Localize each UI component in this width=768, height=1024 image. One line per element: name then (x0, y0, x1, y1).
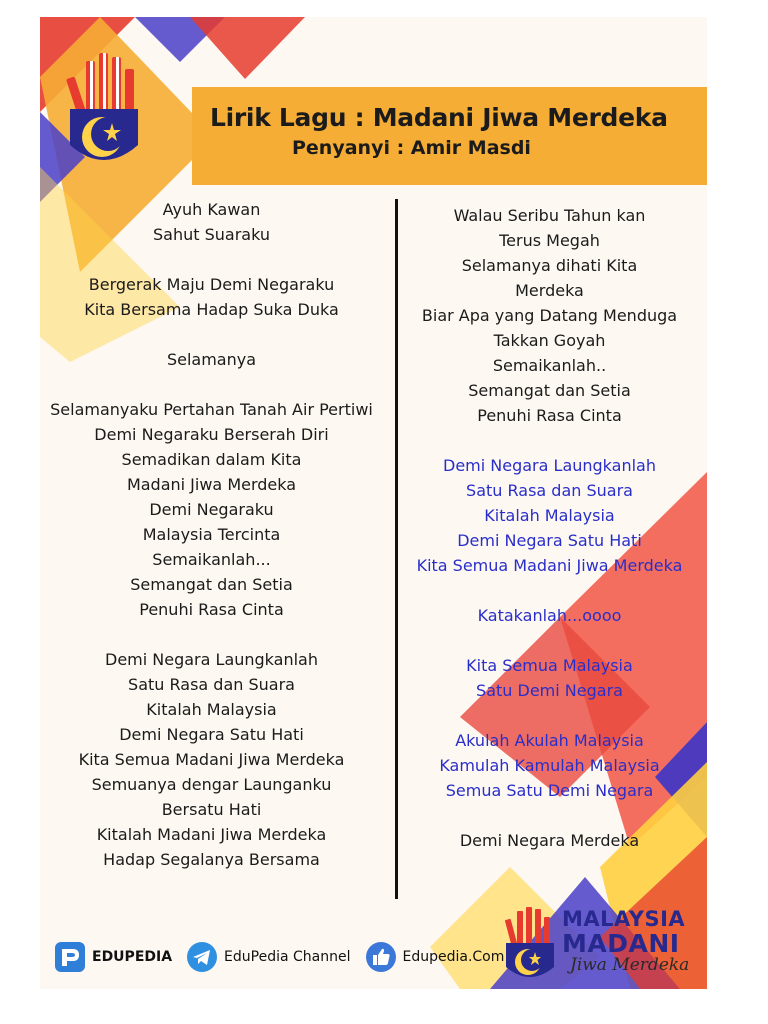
lyric-line: Kitalah Madani Jiwa Merdeka (96, 825, 327, 844)
lyric-line: Kamulah Kamulah Malaysia (439, 756, 660, 775)
madani-small-emblem-icon (502, 905, 558, 985)
lyric-line: Bergerak Maju Demi Negaraku (88, 275, 335, 294)
lyric-line: Kitalah Malaysia (484, 506, 615, 525)
lyric-line: Katakanlah...oooo (477, 606, 622, 625)
telegram-label: EduPedia Channel (224, 949, 351, 965)
lyric-line: Hadap Segalanya Bersama (103, 850, 320, 869)
stanza-gap (40, 322, 383, 347)
logo-text-malaysia: MALAYSIA (562, 907, 686, 931)
logo-text-madani: MADANI (562, 929, 680, 958)
madani-hand-emblem-icon (66, 47, 142, 175)
lyrics-column-left (40, 197, 383, 872)
lyric-line: Demi Negara Satu Hati (457, 531, 642, 550)
lyric-line: Malaysia Tercinta (142, 525, 281, 544)
lyric-line: Kita Semua Madani Jiwa Merdeka (78, 750, 345, 769)
lyric-line: Selamanyaku Pertahan Tanah Air Pertiwi (50, 400, 373, 419)
lyric-line: Semaikanlah.. (492, 356, 607, 375)
lyric-line: Kita Semua Malaysia (466, 656, 633, 675)
lyric-line: Terus Megah (499, 231, 600, 250)
lyrics-poster (40, 17, 707, 989)
lyric-line: Penuhi Rasa Cinta (477, 406, 622, 425)
stanza-gap (40, 622, 383, 647)
lyric-line: Semaikanlah... (152, 550, 271, 569)
lyrics-column-right (392, 203, 707, 853)
lyric-line: Demi Negara Laungkanlah (443, 456, 656, 475)
lyric-line: Ayuh Kawan (162, 200, 261, 219)
telegram-channel-link[interactable] (186, 941, 350, 973)
stanza-gap (40, 372, 383, 397)
stanza-gap (392, 428, 707, 453)
lyric-line: Semua Satu Demi Negara (445, 781, 654, 800)
lyric-line: Satu Rasa dan Suara (466, 481, 633, 500)
poster-title: Lirik Lagu : Madani Jiwa Merdeka (210, 103, 668, 132)
lyric-line: Semangat dan Setia (468, 381, 631, 400)
lyric-line: Akulah Akulah Malaysia (455, 731, 644, 750)
lyric-line: Takkan Goyah (493, 331, 606, 350)
lyric-line: Penuhi Rasa Cinta (139, 600, 284, 619)
lyric-line: Demi Negaraku (149, 500, 274, 519)
facebook-link[interactable] (365, 941, 505, 973)
lyric-line: Demi Negara Laungkanlah (105, 650, 318, 669)
lyric-line: Selamanya (166, 350, 257, 369)
lyric-line: Satu Demi Negara (476, 681, 623, 700)
lyric-line: Biar Apa yang Datang Menduga (421, 306, 678, 325)
edupedia-label: EDUPEDIA (92, 949, 173, 965)
logo-text-jiwa-merdeka: Jiwa Merdeka (570, 955, 690, 975)
lyric-line: Selamanya dihati Kita (461, 256, 638, 275)
lyric-line: Satu Rasa dan Suara (128, 675, 295, 694)
thumbs-up-icon (365, 941, 397, 973)
stanza-gap (392, 628, 707, 653)
facebook-label: Edupedia.Com (402, 949, 505, 965)
lyric-line: Kita Bersama Hadap Suka Duka (84, 300, 339, 319)
lyric-line: Madani Jiwa Merdeka (126, 475, 297, 494)
lyric-line: Kitalah Malaysia (146, 700, 277, 719)
malaysia-madani-logo (502, 905, 702, 985)
edupedia-logo-icon (54, 941, 86, 973)
lyric-line: Semuanya dengar Launganku (91, 775, 332, 794)
lyric-line: Demi Negaraku Berserah Diri (94, 425, 329, 444)
stanza-gap (392, 578, 707, 603)
telegram-icon (186, 941, 218, 973)
lyric-line: Semadikan dalam Kita (121, 450, 302, 469)
poster-subtitle: Penyanyi : Amir Masdi (292, 137, 531, 159)
lyric-line: Demi Negara Satu Hati (119, 725, 304, 744)
lyric-line: Walau Seribu Tahun kan (453, 206, 646, 225)
stanza-gap (40, 247, 383, 272)
lyric-line: Merdeka (515, 281, 584, 300)
stanza-gap (392, 703, 707, 728)
lyric-line: Kita Semua Madani Jiwa Merdeka (416, 556, 683, 575)
lyric-line: Semangat dan Setia (130, 575, 293, 594)
edupedia-link[interactable] (54, 941, 172, 973)
footer-links (54, 940, 518, 974)
lyric-line: Demi Negara Merdeka (459, 831, 640, 850)
stanza-gap (392, 803, 707, 828)
header-band (192, 87, 707, 185)
lyric-line: Bersatu Hati (161, 800, 262, 819)
lyric-line: Sahut Suaraku (153, 225, 270, 244)
